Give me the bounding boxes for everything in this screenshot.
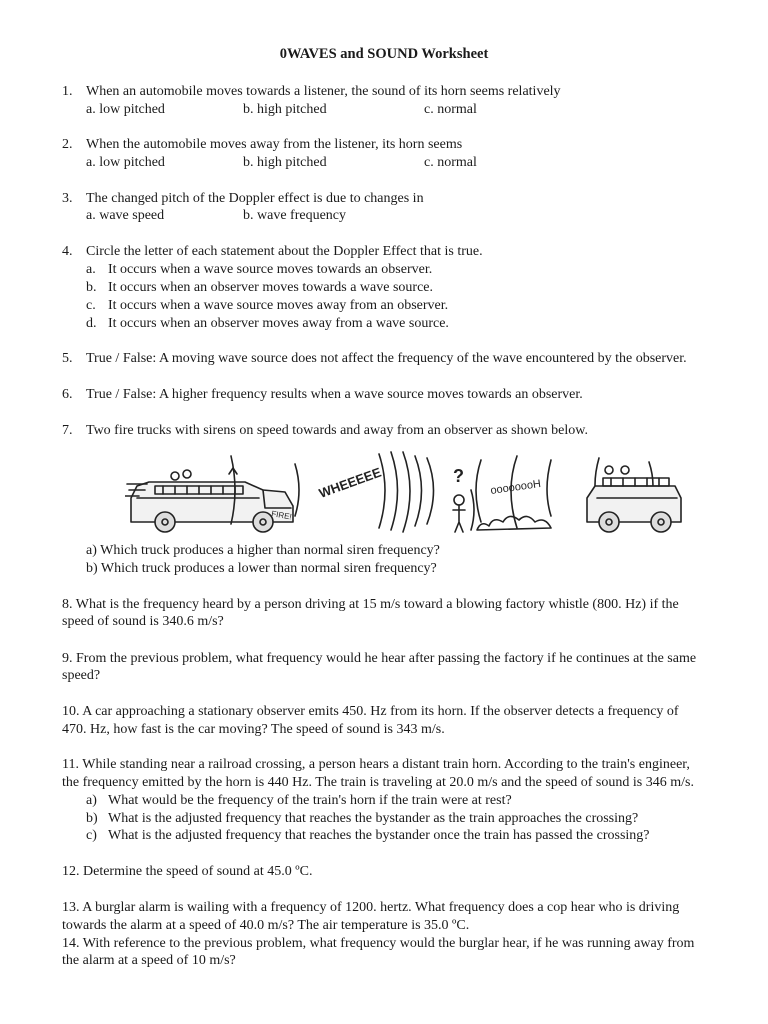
right-fire-truck bbox=[587, 466, 681, 532]
question-9-line-2: speed? bbox=[62, 668, 101, 683]
statement-letter: b. bbox=[86, 280, 97, 295]
observer-question-mark: ? bbox=[453, 466, 464, 486]
option-a: a. low pitched bbox=[86, 155, 165, 170]
question-text: Circle the letter of each statement about the Doppler Effect that is true. bbox=[86, 244, 483, 259]
statement-letter: a. bbox=[86, 262, 96, 277]
question-1 bbox=[62, 83, 561, 100]
question-14-line-2: the alarm at a speed of 10 m/s? bbox=[62, 953, 236, 968]
question-text: True / False: A higher frequency results when a wave source moves towards an observer. bbox=[86, 387, 583, 402]
right-siren-sound: oooooooH bbox=[489, 478, 542, 497]
question-8-line-1: 8. What is the frequency heard by a person driving at 15 m/s toward a blowing factory whistle (800. Hz) if the bbox=[62, 597, 679, 612]
question-number: 7. bbox=[62, 423, 73, 438]
statement-a bbox=[86, 261, 432, 278]
question-text: True / False: A moving wave source does not affect the frequency of the wave encountered by the observer. bbox=[86, 351, 687, 366]
left-fire-truck bbox=[125, 468, 293, 532]
question-11-line-2: the frequency emitted by the horn is 440 Hz. The train is traveling at 20.0 m/s and the speed of sound is 346 m/s. bbox=[62, 775, 694, 790]
question-text: When the automobile moves away from the listener, its horn seems bbox=[86, 137, 463, 152]
sub-letter: b) bbox=[86, 811, 98, 826]
question-14-line-1: 14. With reference to the previous problem, what frequency would the burglar hear, if he was running away from bbox=[62, 936, 695, 951]
question-11-line-1: 11. While standing near a railroad crossing, a person hears a distant train horn. According to the train's engineer, bbox=[62, 757, 690, 772]
statement-text: It occurs when an observer moves towards a wave source. bbox=[108, 280, 433, 295]
statement-text: It occurs when an observer moves away from a wave source. bbox=[108, 316, 449, 331]
question-number: 3. bbox=[62, 191, 73, 206]
question-10-line-2: 470. Hz, how fast is the car moving? The speed of sound is 343 m/s. bbox=[62, 722, 445, 737]
question-number: 5. bbox=[62, 351, 73, 366]
question-2 bbox=[62, 136, 462, 153]
sub-text: What is the adjusted frequency that reaches the bystander once the train has passed the crossing? bbox=[108, 828, 650, 843]
fire-trucks-doppler-illustration bbox=[125, 446, 685, 540]
question-9-line-1: 9. From the previous problem, what frequency would he hear after passing the factory if he continues at the same bbox=[62, 651, 697, 666]
option-a: a. wave speed bbox=[86, 208, 165, 223]
truck-label: FIRE! bbox=[270, 509, 293, 522]
option-b: b. wave frequency bbox=[243, 208, 347, 223]
statement-b bbox=[86, 279, 433, 296]
option-b: b. high pitched bbox=[243, 102, 327, 117]
question-number: 6. bbox=[62, 387, 73, 402]
question-13-line-2: towards the alarm at a speed of 40.0 m/s? The air temperature is 35.0 ºC. bbox=[62, 918, 470, 933]
sub-letter: c) bbox=[86, 828, 97, 843]
question-6 bbox=[62, 386, 583, 403]
question-11b bbox=[86, 810, 638, 827]
option-a: a. low pitched bbox=[86, 102, 165, 117]
question-3 bbox=[62, 190, 424, 207]
option-b: b. high pitched bbox=[243, 155, 327, 170]
question-text: When an automobile moves towards a listener, the sound of its horn seems relatively bbox=[86, 84, 561, 99]
question-7a: a) Which truck produces a higher than normal siren frequency? bbox=[86, 543, 440, 558]
question-11a bbox=[86, 792, 512, 809]
question-text: The changed pitch of the Doppler effect is due to changes in bbox=[86, 191, 424, 206]
observer-person bbox=[453, 490, 474, 532]
question-13-line-1: 13. A burglar alarm is wailing with a frequency of 1200. hertz. What frequency does a cop hear who is driving bbox=[62, 900, 680, 915]
statement-letter: c. bbox=[86, 298, 96, 313]
question-8-line-2: speed of sound is 340.6 m/s? bbox=[62, 614, 224, 629]
sub-text: What would be the frequency of the train's horn if the train were at rest? bbox=[108, 793, 512, 808]
statement-text: It occurs when a wave source moves towards an observer. bbox=[108, 262, 433, 277]
option-c: c. normal bbox=[424, 102, 477, 117]
question-12: 12. Determine the speed of sound at 45.0 ºC. bbox=[62, 864, 313, 879]
question-5 bbox=[62, 350, 687, 367]
question-number: 1. bbox=[62, 84, 73, 99]
statement-d bbox=[86, 315, 449, 332]
statement-text: It occurs when a wave source moves away from an observer. bbox=[108, 298, 449, 313]
sub-text: What is the adjusted frequency that reaches the bystander as the train approaches the crossing? bbox=[108, 811, 639, 826]
left-siren-sound: WHEEEEE bbox=[316, 464, 384, 501]
worksheet-title: 0WAVES and SOUND Worksheet bbox=[279, 46, 489, 62]
question-11c bbox=[86, 827, 650, 844]
question-4 bbox=[62, 243, 483, 260]
question-text: Two fire trucks with sirens on speed towards and away from an observer as shown below. bbox=[86, 423, 588, 438]
question-number: 2. bbox=[62, 137, 73, 152]
question-7 bbox=[62, 422, 588, 439]
statement-c bbox=[86, 297, 448, 314]
option-c: c. normal bbox=[424, 155, 477, 170]
statement-letter: d. bbox=[86, 316, 97, 331]
question-10-line-1: 10. A car approaching a stationary observer emits 450. Hz from its horn. If the observer detects a frequency of bbox=[62, 704, 679, 719]
sub-letter: a) bbox=[86, 793, 97, 808]
question-7b: b) Which truck produces a lower than normal siren frequency? bbox=[86, 561, 437, 576]
question-number: 4. bbox=[62, 244, 73, 259]
